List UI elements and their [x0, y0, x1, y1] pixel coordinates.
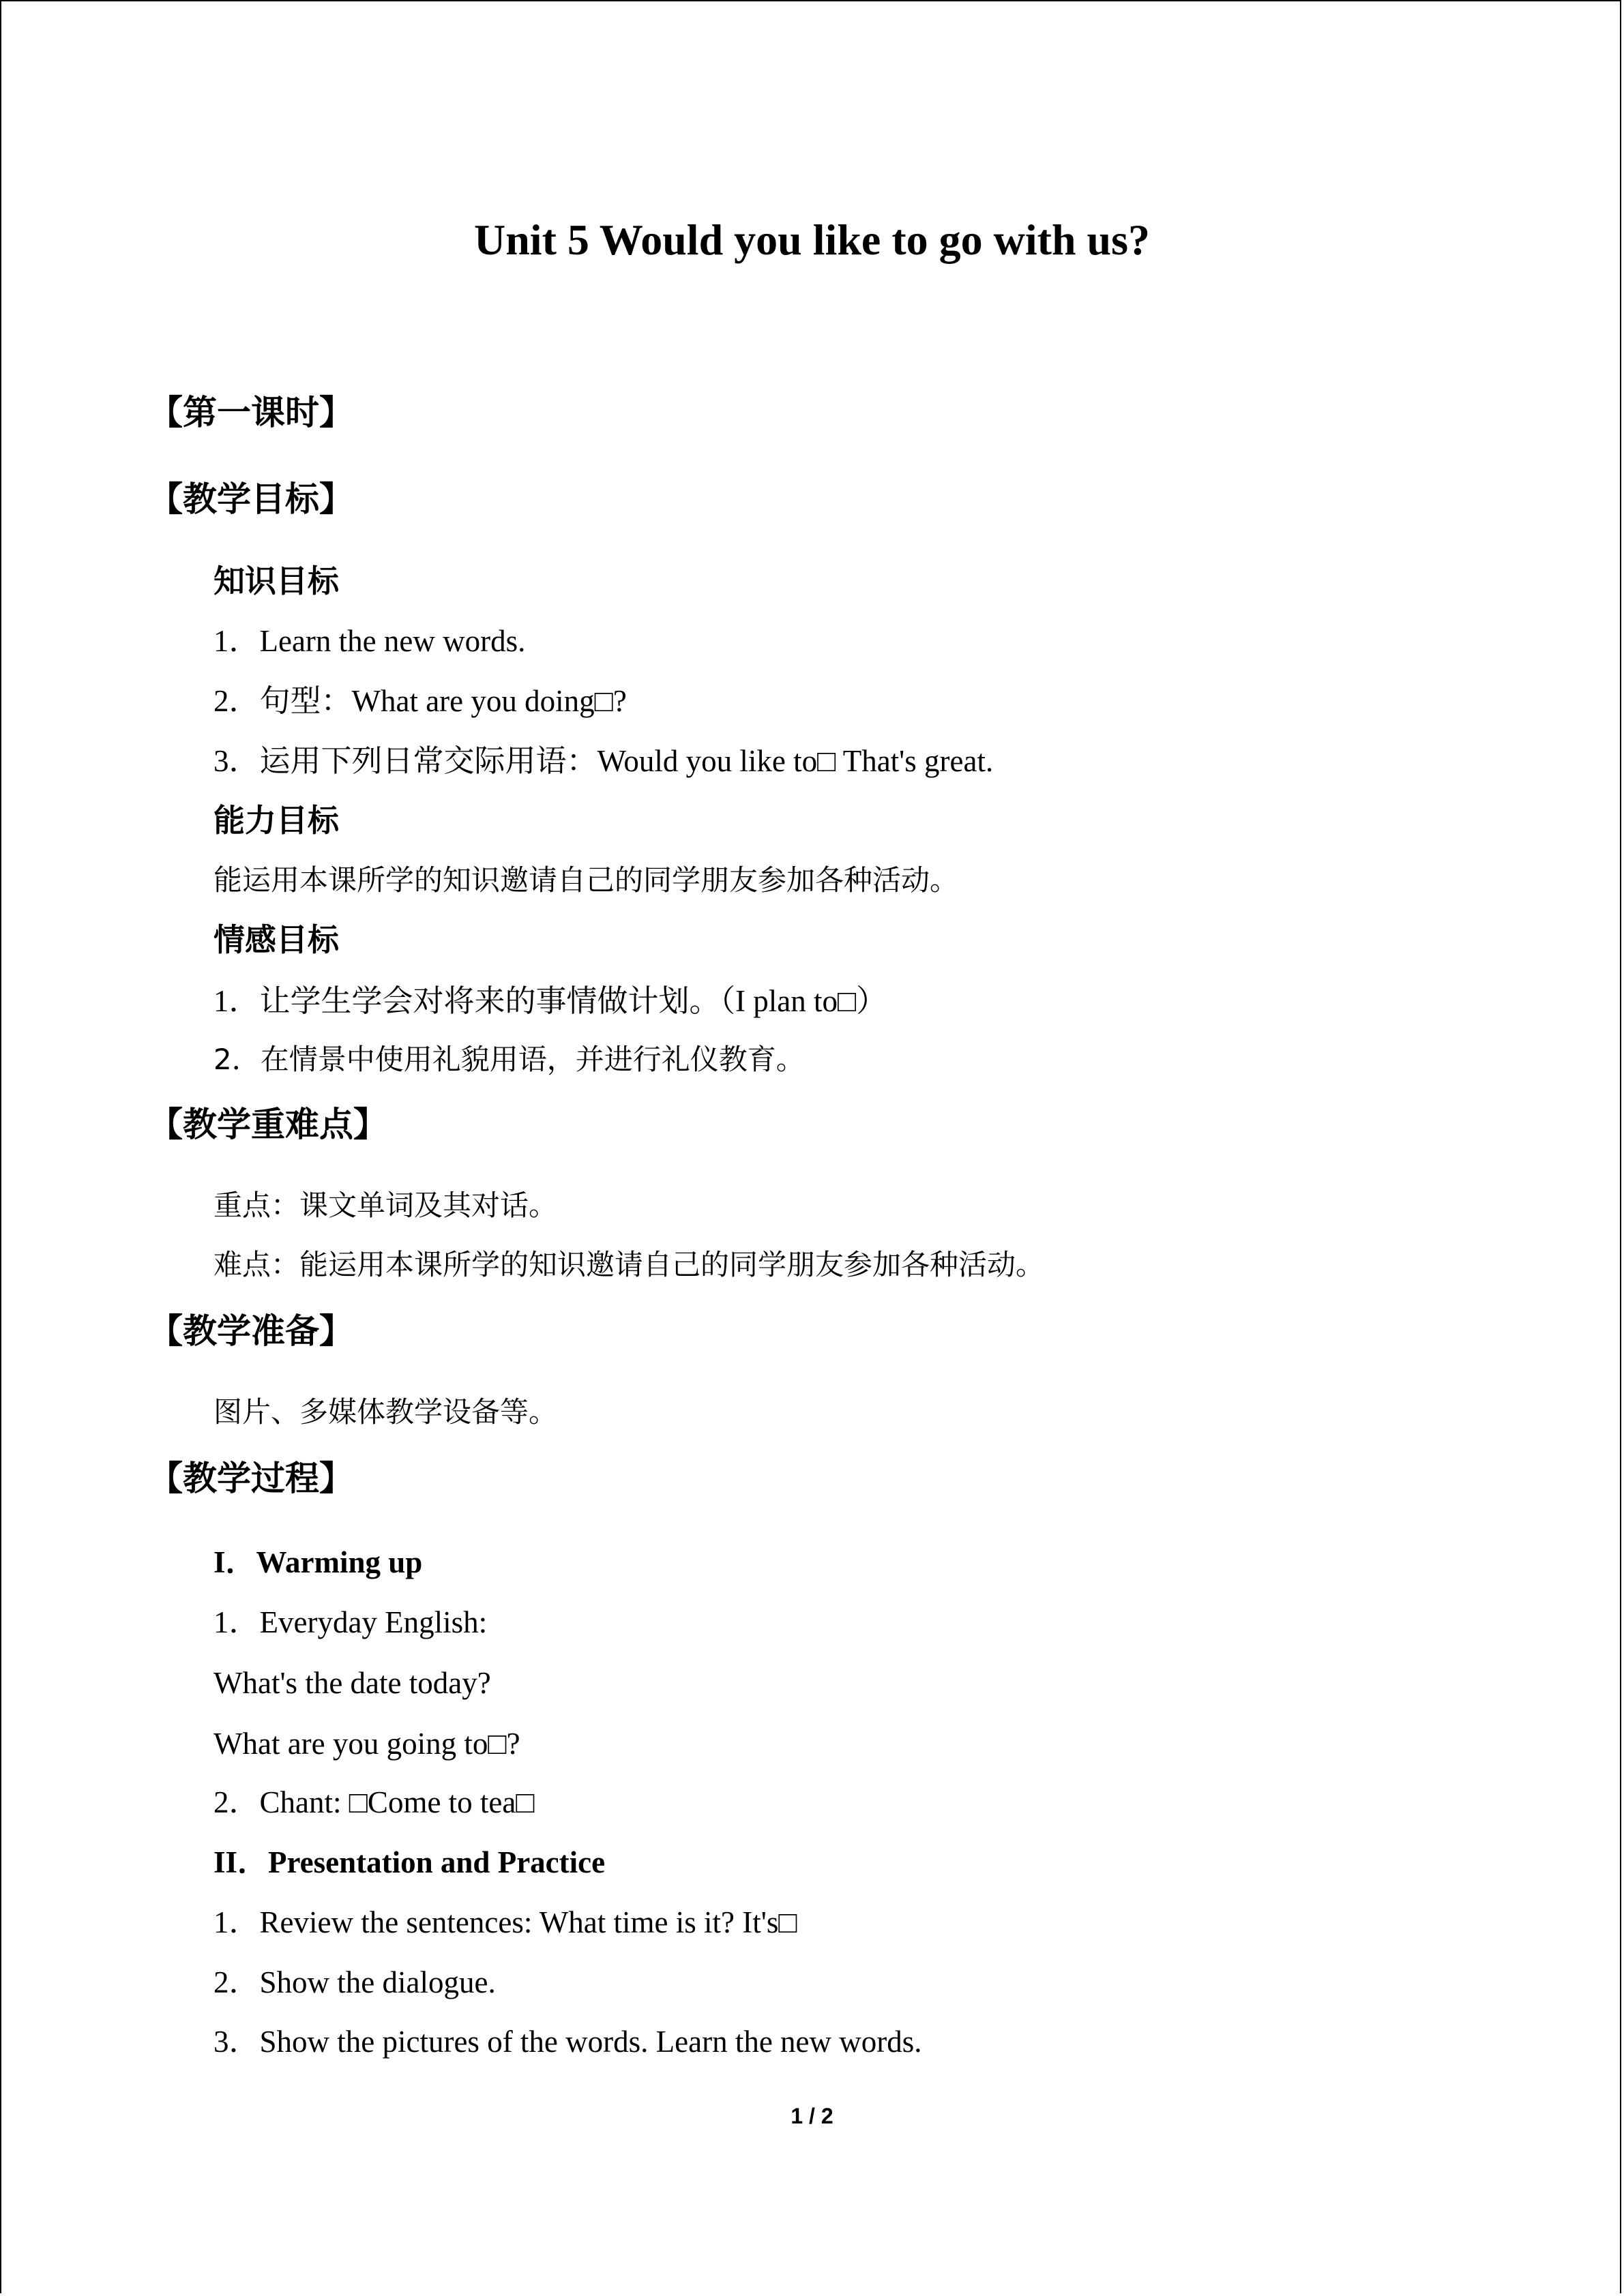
- emotion-item-2: 2．在情景中使用礼貌用语，并进行礼仪教育。: [213, 1043, 805, 1076]
- knowledge-item-2: 2．句型：What are you doing□?: [213, 684, 627, 718]
- warming-up-line-3: What are you going to□?: [213, 1727, 520, 1761]
- warming-up-heading: I．Warming up: [213, 1545, 423, 1579]
- preparation-heading: 【教学准备】: [149, 1311, 353, 1351]
- knowledge-item-1: 1．Learn the new words.: [213, 624, 526, 658]
- presentation-line-3: 3．Show the pictures of the words. Learn the new words.: [213, 2025, 922, 2059]
- emotion-item-1: 1．让学生学会对将来的事情做计划。（I plan to□）: [213, 984, 887, 1018]
- warming-up-line-2: What's the date today?: [213, 1666, 491, 1700]
- process-heading: 【教学过程】: [149, 1459, 353, 1498]
- preparation-text: 图片、多媒体教学设备等。: [213, 1395, 558, 1429]
- page-number: 1 / 2: [791, 2104, 833, 2128]
- knowledge-item-3: 3．运用下列日常交际用语：Would you like to□ That's great.: [213, 744, 994, 778]
- warming-up-line-1: 1．Everyday English:: [213, 1605, 488, 1639]
- emotion-objectives-heading: 情感目标: [213, 921, 339, 958]
- lesson-label: 【第一课时】: [149, 393, 353, 432]
- ability-objectives-text: 能运用本课所学的知识邀请自己的同学朋友参加各种活动。: [213, 863, 959, 897]
- ability-objectives-heading: 能力目标: [213, 802, 339, 839]
- objectives-heading: 【教学目标】: [149, 479, 353, 519]
- knowledge-objectives-heading: 知识目标: [213, 563, 339, 599]
- presentation-line-2: 2．Show the dialogue.: [213, 1965, 496, 1999]
- presentation-heading: II．Presentation and Practice: [213, 1845, 606, 1879]
- key-points-heading: 【教学重难点】: [149, 1105, 387, 1144]
- warming-up-line-4: 2．Chant: □Come to tea□: [213, 1785, 535, 1819]
- difficult-point-text: 难点：能运用本课所学的知识邀请自己的同学朋友参加各种活动。: [213, 1248, 1045, 1281]
- presentation-line-1: 1．Review the sentences: What time is it? It's□: [213, 1905, 797, 1939]
- document-title: Unit 5 Would you like to go with us?: [473, 215, 1151, 264]
- key-point-text: 重点：课文单词及其对话。: [213, 1189, 558, 1222]
